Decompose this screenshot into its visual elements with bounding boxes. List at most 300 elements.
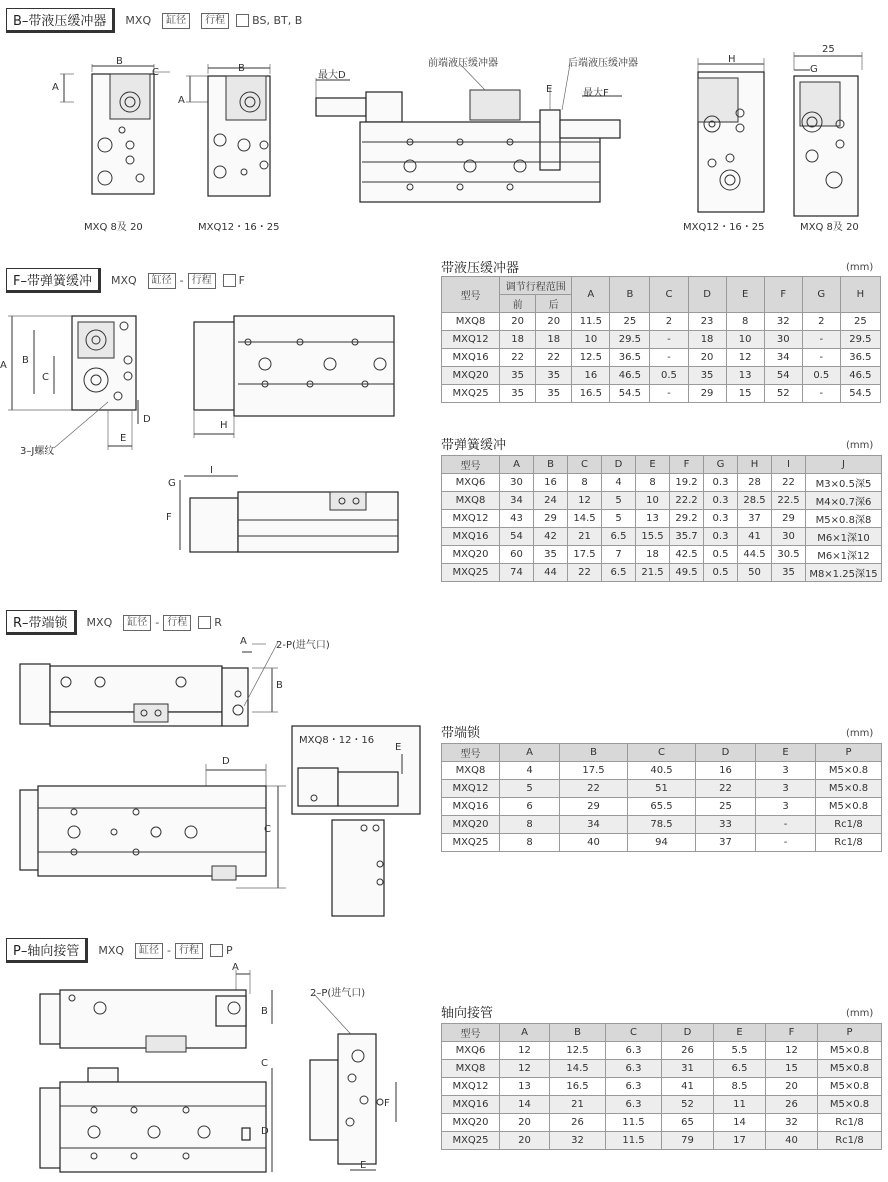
table1-cell: 18: [500, 331, 536, 349]
section-b-option-box: [236, 14, 249, 27]
table4-header-cell: 型号: [442, 1024, 500, 1042]
table2-header-cell: E: [636, 456, 670, 474]
table4-cell: 20: [500, 1132, 550, 1150]
table1-cell: -: [802, 331, 840, 349]
table4-cell: 6.5: [714, 1060, 766, 1078]
table1-cell: MXQ16: [442, 349, 500, 367]
table3-cell: MXQ25: [442, 834, 500, 852]
table2-header-cell: C: [568, 456, 602, 474]
table2-header-cell: I: [772, 456, 806, 474]
table3-cell: 3: [756, 798, 816, 816]
section-r-option-box: [198, 616, 211, 629]
table4-header-cell: E: [714, 1024, 766, 1042]
table2-cell: 22.5: [772, 492, 806, 510]
table1-cell: 46.5: [840, 367, 880, 385]
table1: [441, 276, 881, 403]
table2-cell: 60: [500, 546, 534, 564]
section-b-drawing-5: [790, 52, 870, 212]
table3-cell: 78.5: [628, 816, 696, 834]
table4-cell: MXQ8: [442, 1060, 500, 1078]
table1-cell: 35: [688, 367, 726, 385]
section-r-drawing-1: [16, 640, 286, 740]
table4-row: [442, 1060, 882, 1078]
table1-cell: 22: [500, 349, 536, 367]
table2-row: [442, 564, 882, 582]
dim-a-1: A: [52, 82, 59, 93]
section-b-bore: 缸径: [162, 13, 190, 29]
table1-cell: -: [802, 349, 840, 367]
table2-cell: 5: [602, 510, 636, 528]
table3-cell: -: [756, 816, 816, 834]
table2-cell: 34: [500, 492, 534, 510]
table3-cell: 94: [628, 834, 696, 852]
table1-cell: 36.5: [610, 349, 650, 367]
table2-cell: 16: [534, 474, 568, 492]
table2: [441, 455, 882, 582]
table4-cell: 32: [766, 1114, 818, 1132]
table2-cell: M6×1深10: [806, 528, 882, 546]
table1-cell: MXQ12: [442, 331, 500, 349]
table2-cell: 29: [534, 510, 568, 528]
table1-row: [442, 313, 881, 331]
table3-cell: 3: [756, 762, 816, 780]
table1-cell: 13: [726, 367, 764, 385]
table4-cell: 26: [766, 1096, 818, 1114]
section-b-header: [6, 8, 302, 33]
table2-cell: 30: [772, 528, 806, 546]
section-p-option-box: [210, 944, 223, 957]
table4-cell: M5×0.8: [818, 1096, 882, 1114]
table4-row: [442, 1042, 882, 1060]
table2-cell: 6.5: [602, 564, 636, 582]
callout-max-d: 最大D: [318, 70, 346, 81]
table1-cell: 20: [500, 313, 536, 331]
table4-cell: 20: [766, 1078, 818, 1096]
table2-cell: 44: [534, 564, 568, 582]
table2-cell: M4×0.7深6: [806, 492, 882, 510]
table2-cell: 29: [772, 510, 806, 528]
table4-cell: 52: [662, 1096, 714, 1114]
table4-cell: 12: [500, 1060, 550, 1078]
table3-header-cell: B: [560, 744, 628, 762]
table4-cell: 5.5: [714, 1042, 766, 1060]
table1-cell: -: [802, 385, 840, 403]
table2-cell: 0.3: [704, 528, 738, 546]
table1-cell: 20: [536, 313, 572, 331]
table1-unit: (mm): [846, 262, 874, 273]
table2-header-cell: D: [602, 456, 636, 474]
table3-cell: 25: [696, 798, 756, 816]
table3-header-cell: C: [628, 744, 696, 762]
table1-header-col: A: [572, 277, 610, 313]
table2-cell: 4: [602, 474, 636, 492]
table4-cell: 13: [500, 1078, 550, 1096]
table2-cell: 10: [636, 492, 670, 510]
table2-cell: 43: [500, 510, 534, 528]
table3-cell: 34: [560, 816, 628, 834]
table1-cell: 54.5: [610, 385, 650, 403]
table1-cell: 35: [500, 385, 536, 403]
table2-cell: 28: [738, 474, 772, 492]
section-f-suffix: F: [238, 274, 245, 287]
table2-cell: MXQ12: [442, 510, 500, 528]
table3-cell: 6: [500, 798, 560, 816]
table1-header-col: H: [840, 277, 880, 313]
table3-cell: 8: [500, 834, 560, 852]
table3-cell: 51: [628, 780, 696, 798]
table2-cell: 0.3: [704, 492, 738, 510]
table2-cell: 0.3: [704, 510, 738, 528]
table2-cell: 22: [772, 474, 806, 492]
table4-cell: 20: [500, 1114, 550, 1132]
table1-cell: 16.5: [572, 385, 610, 403]
table4-unit: (mm): [846, 1008, 874, 1019]
table3-cell: MXQ8: [442, 762, 500, 780]
table4-cell: MXQ12: [442, 1078, 500, 1096]
table4-cell: 15: [766, 1060, 818, 1078]
section-b-drawing-4: [690, 58, 780, 218]
section-b-stroke: 行程: [201, 13, 229, 29]
dim-b-f: B: [22, 355, 29, 366]
table1-cell: 11.5: [572, 313, 610, 331]
dim-i-f: I: [210, 465, 213, 476]
table4-cell: 17: [714, 1132, 766, 1150]
table2-cell: 74: [500, 564, 534, 582]
caption-b-4: MXQ 8及 20: [800, 222, 859, 233]
table3-title: 带端锁: [441, 726, 481, 741]
table2-title: 带弹簧缓冲: [441, 438, 507, 453]
table2-row: [442, 474, 882, 492]
table2-header-cell: A: [500, 456, 534, 474]
caption-b-1: MXQ 8及 20: [84, 222, 143, 233]
table2-cell: 50: [738, 564, 772, 582]
dim-e-b: E: [546, 84, 553, 95]
table3-cell: 16: [696, 762, 756, 780]
table4-cell: 11.5: [606, 1132, 662, 1150]
table2-cell: 0.3: [704, 474, 738, 492]
table3-cell: 17.5: [560, 762, 628, 780]
dim-h-f: H: [220, 420, 228, 431]
table1-cell: 35: [500, 367, 536, 385]
table1-cell: 10: [726, 331, 764, 349]
table3-cell: 22: [560, 780, 628, 798]
table2-cell: M6×1深12: [806, 546, 882, 564]
table4-cell: 6.3: [606, 1078, 662, 1096]
table3-cell: 4: [500, 762, 560, 780]
section-b-title: B–带液压缓冲器: [6, 8, 115, 33]
table4-cell: 14: [714, 1114, 766, 1132]
table2-cell: 21.5: [636, 564, 670, 582]
dim-d-p: D: [261, 1126, 269, 1137]
table1-cell: 0.5: [650, 367, 688, 385]
section-b-suffix: BS, BT, B: [252, 14, 303, 27]
table1-cell: 29.5: [610, 331, 650, 349]
section-r-title: R–带端锁: [6, 610, 77, 635]
table2-cell: M3×0.5深5: [806, 474, 882, 492]
table2-cell: 28.5: [738, 492, 772, 510]
table1-cell: 35: [536, 385, 572, 403]
table4-cell: 12: [500, 1042, 550, 1060]
table1-title: 带液压缓冲器: [441, 261, 520, 276]
thread-label-f: 3–J螺纹: [20, 446, 55, 457]
table3-cell: MXQ16: [442, 798, 500, 816]
section-f-header: F–带弹簧缓冲 MXQ 缸径 - 行程 F: [6, 268, 245, 293]
section-r-stroke: 行程: [163, 615, 191, 631]
table3-cell: 65.5: [628, 798, 696, 816]
section-f-drawing-1: [4, 310, 154, 460]
table1-cell: 25: [840, 313, 880, 331]
table4-cell: Rc1/8: [818, 1114, 882, 1132]
table2-cell: 30: [500, 474, 534, 492]
table4-cell: 26: [550, 1114, 606, 1132]
table4-cell: 6.3: [606, 1096, 662, 1114]
dim-c-1: C: [152, 67, 159, 78]
table4-header-cell: C: [606, 1024, 662, 1042]
table2-cell: 5: [602, 492, 636, 510]
table3-cell: 3: [756, 780, 816, 798]
section-b-drawing-2: [186, 60, 286, 210]
table2-cell: 18: [636, 546, 670, 564]
section-f-drawing-3: [170, 470, 410, 560]
table4-cell: MXQ25: [442, 1132, 500, 1150]
table1-cell: 2: [802, 313, 840, 331]
dim-c-f: C: [42, 372, 49, 383]
table2-row: [442, 528, 882, 546]
table2-header-cell: G: [704, 456, 738, 474]
table2-cell: MXQ6: [442, 474, 500, 492]
table4-cell: 12: [766, 1042, 818, 1060]
table3-cell: 37: [696, 834, 756, 852]
table4-cell: M5×0.8: [818, 1042, 882, 1060]
dim-e-p: E: [360, 1160, 367, 1171]
table3-row: [442, 798, 882, 816]
dim-b-1: B: [116, 56, 123, 67]
section-b-model: MXQ: [125, 14, 152, 27]
dim-a-f: A: [0, 360, 7, 371]
table1-cell: 54: [764, 367, 802, 385]
table2-cell: 13: [636, 510, 670, 528]
table1-cell: -: [650, 349, 688, 367]
table1-cell: 20: [688, 349, 726, 367]
callout-max-f: 最大F: [583, 88, 609, 99]
section-r-header: R–带端锁 MXQ 缸径 - 行程 R: [6, 610, 222, 635]
table4-cell: 14.5: [550, 1060, 606, 1078]
dim-a-p: A: [232, 962, 239, 973]
dim-b-p: B: [261, 1006, 268, 1017]
section-r-inset: [290, 724, 430, 924]
table4-header-cell: A: [500, 1024, 550, 1042]
table2-cell: MXQ16: [442, 528, 500, 546]
section-r-bore: 缸径: [123, 615, 151, 631]
table1-row: [442, 367, 881, 385]
table4-cell: 31: [662, 1060, 714, 1078]
table2-cell: 35: [534, 546, 568, 564]
table2-row: [442, 546, 882, 564]
table3-cell: MXQ12: [442, 780, 500, 798]
table2-header-cell: 型号: [442, 456, 500, 474]
table4-cell: 40: [766, 1132, 818, 1150]
section-b-drawing-1: [60, 60, 170, 210]
table1-cell: 46.5: [610, 367, 650, 385]
table2-cell: 41: [738, 528, 772, 546]
section-p-drawing-1: [36, 968, 286, 1058]
table2-cell: 8: [636, 474, 670, 492]
table4-cell: 32: [550, 1132, 606, 1150]
table3-cell: M5×0.8: [816, 780, 882, 798]
table2-cell: 42: [534, 528, 568, 546]
section-p-header: P–轴向接管 MXQ 缸径 - 行程 P: [6, 938, 233, 963]
table2-unit: (mm): [846, 440, 874, 451]
dim-c-p: C: [261, 1058, 268, 1069]
table1-cell: 35: [536, 367, 572, 385]
table4-cell: Rc1/8: [818, 1132, 882, 1150]
table4-cell: 6.3: [606, 1060, 662, 1078]
section-p-model: MXQ: [98, 944, 125, 957]
table1-cell: 34: [764, 349, 802, 367]
table2-cell: 15.5: [636, 528, 670, 546]
table1-cell: 29: [688, 385, 726, 403]
dim-a-2: A: [178, 95, 185, 106]
table1-cell: 0.5: [802, 367, 840, 385]
table4-cell: 16.5: [550, 1078, 606, 1096]
table3-cell: 29: [560, 798, 628, 816]
section-p-suffix: P: [226, 944, 233, 957]
table1-cell: 23: [688, 313, 726, 331]
table1-cell: 29.5: [840, 331, 880, 349]
table2-row: [442, 510, 882, 528]
dim-b-r: B: [276, 680, 283, 691]
table4-cell: 41: [662, 1078, 714, 1096]
dim-g-b: G: [810, 64, 818, 75]
table2-cell: 17.5: [568, 546, 602, 564]
table3-row: [442, 780, 882, 798]
table1-cell: -: [650, 385, 688, 403]
dim-e-f: E: [120, 433, 127, 444]
table2-cell: 7: [602, 546, 636, 564]
section-f-bore: 缸径: [148, 273, 176, 289]
section-r-suffix: R: [214, 616, 222, 629]
table3-cell: Rc1/8: [816, 834, 882, 852]
table4-cell: M5×0.8: [818, 1078, 882, 1096]
table3-header-cell: D: [696, 744, 756, 762]
table1-cell: 22: [536, 349, 572, 367]
table1-cell: 10: [572, 331, 610, 349]
table4-cell: 6.3: [606, 1042, 662, 1060]
table2-cell: 44.5: [738, 546, 772, 564]
callout-rear-buffer: 后端液压缓冲器: [568, 58, 638, 69]
table2-cell: MXQ25: [442, 564, 500, 582]
table1-header-col: C: [650, 277, 688, 313]
table2-cell: 24: [534, 492, 568, 510]
table2-cell: 29.2: [670, 510, 704, 528]
table3-row: [442, 762, 882, 780]
table2-cell: 22: [568, 564, 602, 582]
table3-cell: M5×0.8: [816, 798, 882, 816]
section-f-option-box: [223, 274, 236, 287]
table3-header-cell: P: [816, 744, 882, 762]
table4-header-cell: D: [662, 1024, 714, 1042]
table1-cell: 12.5: [572, 349, 610, 367]
table4-cell: 65: [662, 1114, 714, 1132]
table3-header-cell: A: [500, 744, 560, 762]
section-f-title: F–带弹簧缓冲: [6, 268, 101, 293]
table1-cell: 18: [536, 331, 572, 349]
table1-cell: 18: [688, 331, 726, 349]
dim-c-r: C: [264, 824, 271, 835]
section-f-model: MXQ: [110, 274, 137, 287]
table2-header-cell: F: [670, 456, 704, 474]
table1-cell: MXQ25: [442, 385, 500, 403]
table2-cell: 54: [500, 528, 534, 546]
table2-cell: MXQ20: [442, 546, 500, 564]
table3-header-cell: E: [756, 744, 816, 762]
table3-unit: (mm): [846, 728, 874, 739]
table2-cell: 22.2: [670, 492, 704, 510]
section-p-drawing-2: [36, 1062, 286, 1182]
table4-cell: MXQ16: [442, 1096, 500, 1114]
table2-cell: 42.5: [670, 546, 704, 564]
table4-cell: M5×0.8: [818, 1060, 882, 1078]
table4-cell: MXQ20: [442, 1114, 500, 1132]
table3-cell: 40.5: [628, 762, 696, 780]
dim-d-f: D: [143, 414, 151, 425]
table4-cell: 11: [714, 1096, 766, 1114]
dim-f-p: F: [384, 1098, 390, 1109]
table1-cell: 16: [572, 367, 610, 385]
table2-cell: 12: [568, 492, 602, 510]
table4-cell: 14: [500, 1096, 550, 1114]
table4-header-cell: F: [766, 1024, 818, 1042]
dim-25: 25: [822, 44, 835, 55]
table1-header-col: D: [688, 277, 726, 313]
dim-g-f: G: [168, 478, 176, 489]
table1-row: [442, 385, 881, 403]
table4-cell: 8.5: [714, 1078, 766, 1096]
table4-row: [442, 1132, 882, 1150]
section-p-drawing-3: [300, 990, 410, 1180]
table4-title: 轴向接管: [441, 1006, 494, 1021]
table4-header-cell: P: [818, 1024, 882, 1042]
table1-cell: 32: [764, 313, 802, 331]
table3-header-cell: 型号: [442, 744, 500, 762]
table1-header-front: 前: [500, 295, 536, 313]
table3-cell: 22: [696, 780, 756, 798]
table1-cell: 30: [764, 331, 802, 349]
callout-front-buffer: 前端液压缓冲器: [428, 58, 498, 69]
dim-e-r: E: [395, 742, 402, 753]
table2-header-cell: H: [738, 456, 772, 474]
table3-cell: M5×0.8: [816, 762, 882, 780]
table2-cell: 6.5: [602, 528, 636, 546]
dim-a-r: A: [240, 636, 247, 647]
table3-cell: MXQ20: [442, 816, 500, 834]
dim-b-2: B: [238, 63, 245, 74]
caption-b-2: MXQ12・16・25: [198, 222, 280, 233]
dim-f-f: F: [166, 512, 172, 523]
table1-header-col: G: [802, 277, 840, 313]
table4-header-cell: B: [550, 1024, 606, 1042]
table4-cell: 79: [662, 1132, 714, 1150]
port-label-p: 2–P(进气口): [310, 988, 366, 999]
table3: [441, 743, 882, 852]
table1-header-rear: 后: [536, 295, 572, 313]
table2-cell: 19.2: [670, 474, 704, 492]
table4-cell: 21: [550, 1096, 606, 1114]
table2-cell: 35.7: [670, 528, 704, 546]
table4-row: [442, 1114, 882, 1132]
section-f-stroke: 行程: [188, 273, 216, 289]
table2-cell: M5×0.8深8: [806, 510, 882, 528]
